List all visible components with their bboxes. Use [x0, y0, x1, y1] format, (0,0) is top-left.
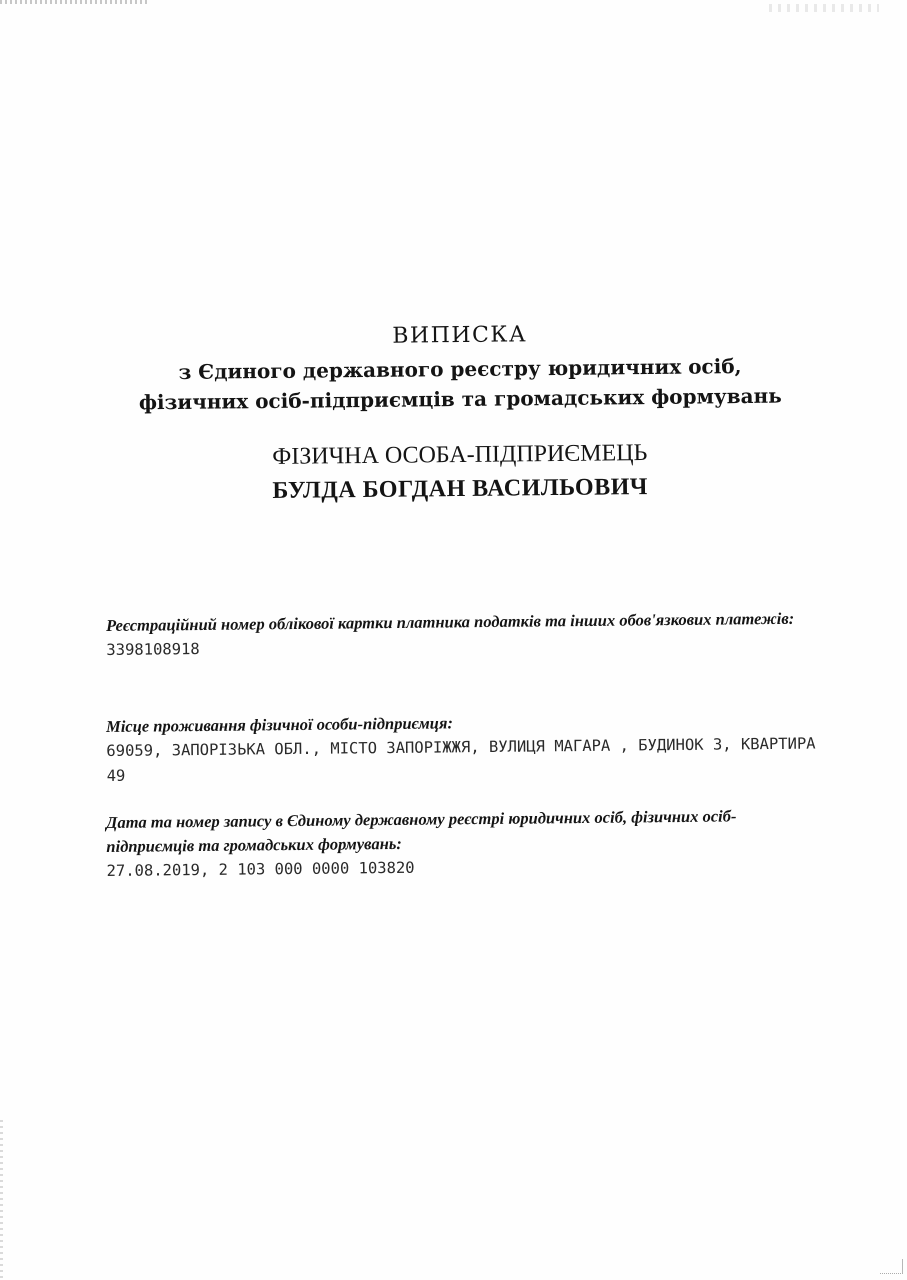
field-tax-number [106, 607, 816, 663]
field-value: 27.08.2019, 2 103 000 0000 103820 [106, 858, 415, 880]
field-residence [106, 708, 825, 789]
field-label: Місце проживання фізичної особи-підприємця: [106, 713, 453, 736]
document-header [80, 314, 841, 418]
entity-name: БУЛДА БОГДАН ВАСИЛЬОВИЧ [272, 474, 649, 504]
scan-edge-artifact [0, 0, 150, 4]
document-subtitle-line-1: з Єдиного державного реєстру юридичних осіб, [178, 354, 742, 384]
entity-block [80, 434, 841, 510]
scan-noise-artifact [769, 4, 879, 12]
document-title: ВИПИСКА [392, 322, 528, 349]
entity-type: ФІЗИЧНА ОСОБА-ПІДПРИЄМЕЦЬ [272, 440, 648, 470]
field-label: Дата та номер запису в Єдиному державному реєстрі юридичних осіб, фізичних осіб-підприємців та громадських формувань: [106, 806, 737, 856]
scan-corner-artifact [880, 1259, 903, 1274]
field-value: 69059, ЗАПОРІЗЬКА ОБЛ., МІСТО ЗАПОРІЖЖЯ, ВУЛИЦЯ МАГАРА , БУДИНОК 3, КВАРТИРА 49 [106, 734, 825, 785]
document-subtitle-line-2: фізичних осіб-підприємців та громадських формувань [138, 383, 782, 415]
field-registry-record [106, 804, 817, 884]
field-value: 3398108918 [106, 640, 200, 659]
scan-edge-artifact [0, 1120, 3, 1280]
field-label: Реєстраційний номер облікової картки платника податків та інших обов'язкових платежів: [106, 608, 795, 635]
